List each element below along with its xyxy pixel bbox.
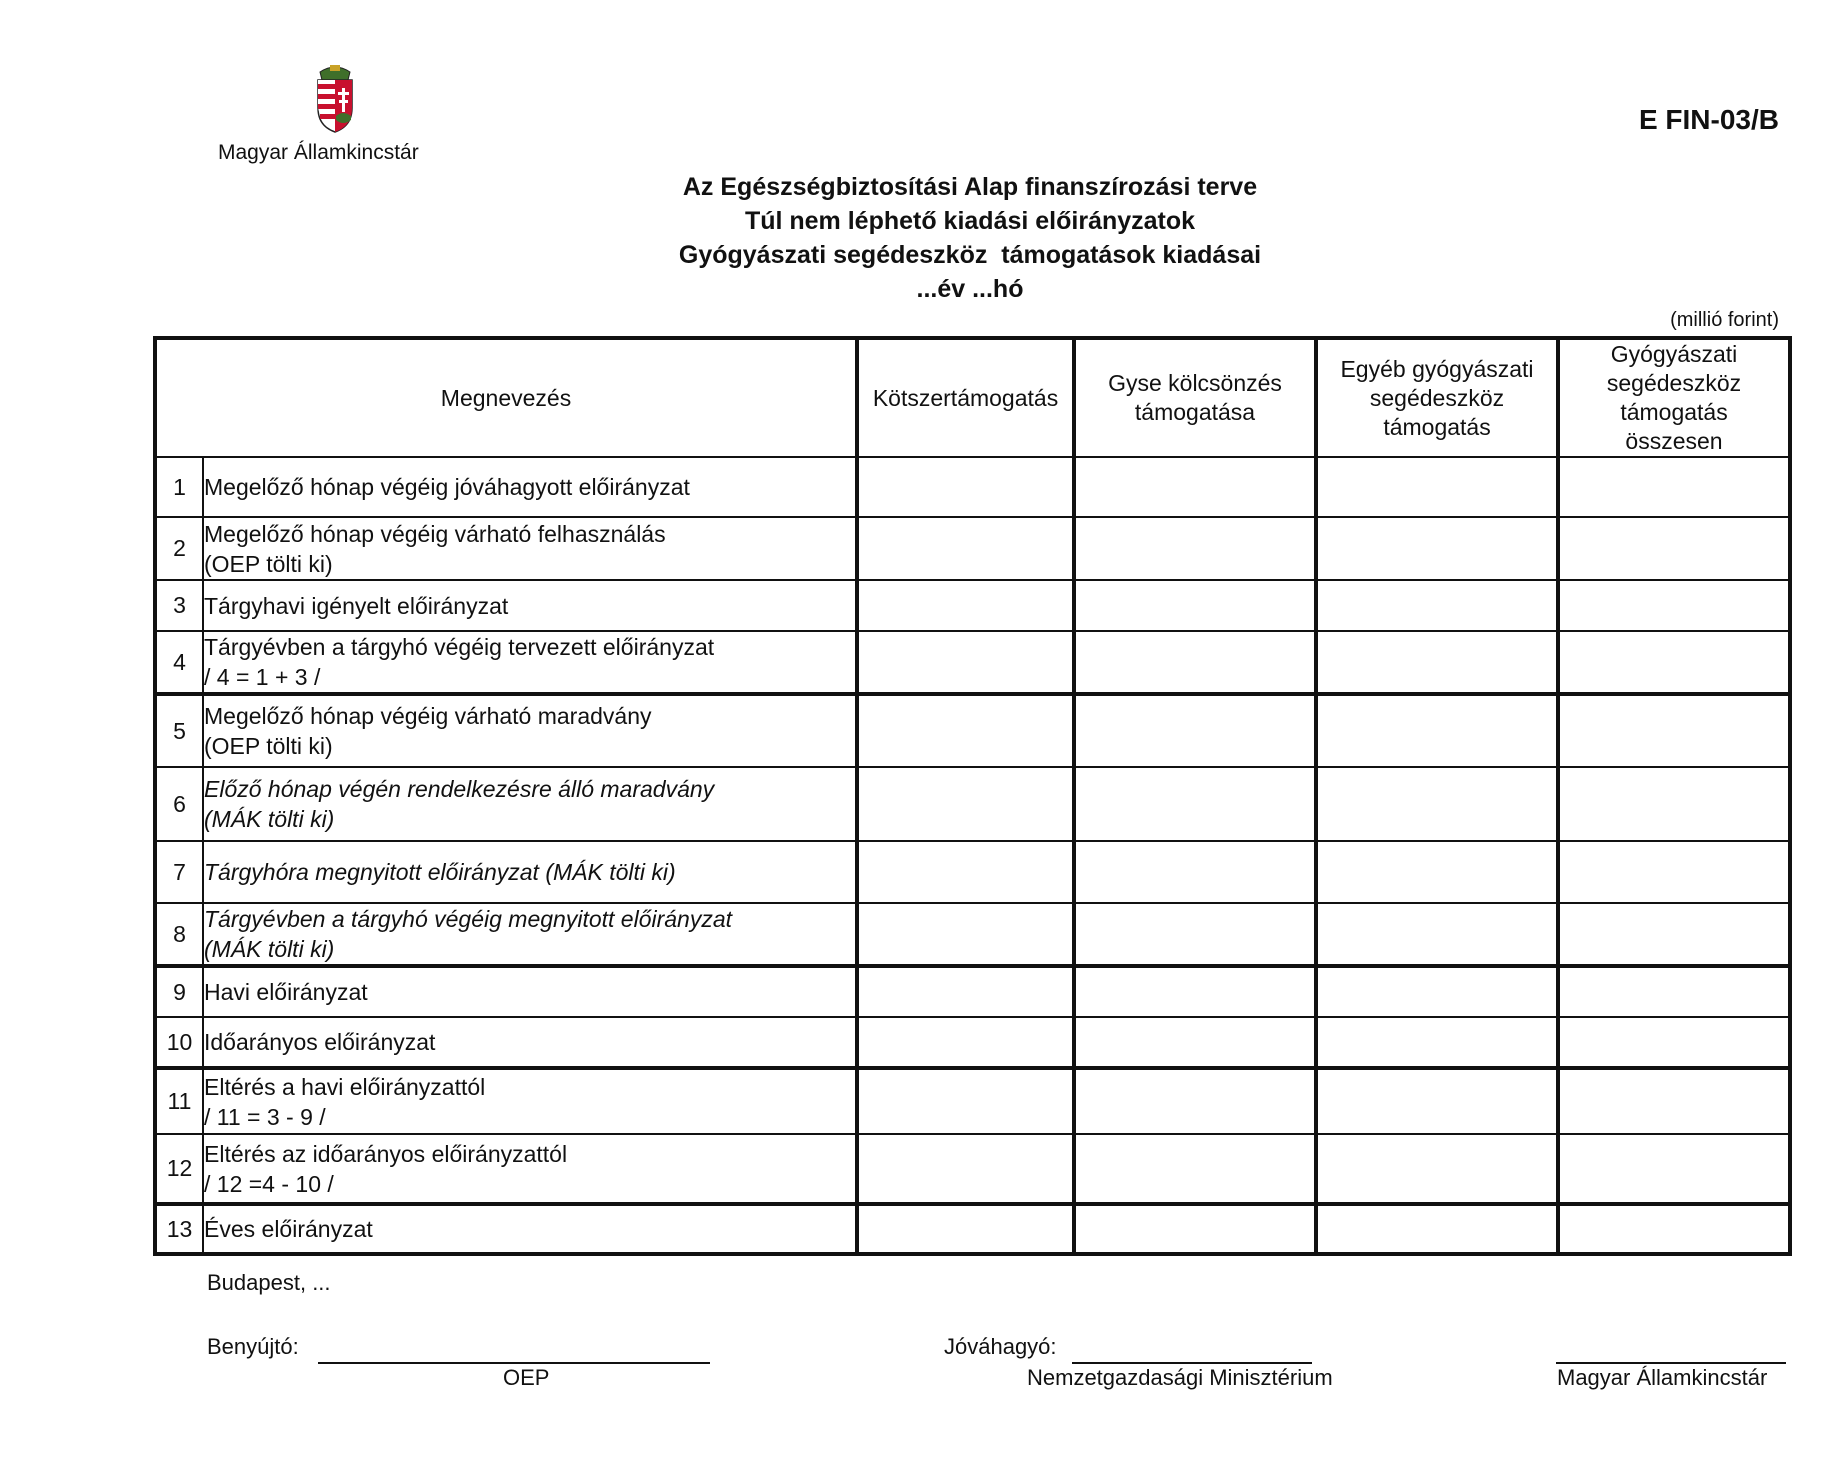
- title-line-3: Gyógyászati segédeszköz támogatások kiadásai: [678, 241, 1262, 269]
- value-cell: [1074, 517, 1316, 580]
- row-label: [203, 767, 857, 841]
- value-cell: [1558, 966, 1790, 1017]
- row-label-line: Megelőző hónap végéig várható maradvány: [204, 703, 652, 729]
- table-row: [155, 767, 1790, 841]
- value-cell: [1316, 631, 1558, 694]
- value-cell: [1074, 694, 1316, 767]
- column-header-rental: [1074, 338, 1316, 457]
- unit-label: (millió forint): [1670, 309, 1779, 331]
- submitter-label: Benyújtó:: [207, 1334, 299, 1359]
- row-number: 2: [155, 517, 203, 580]
- table-row: [155, 580, 1790, 631]
- row-number: 5: [155, 694, 203, 767]
- value-cell: [1316, 457, 1558, 517]
- row-label: [203, 580, 857, 631]
- column-header-name: Megnevezés: [155, 338, 857, 457]
- row-label-line: Előző hónap végén rendelkezésre álló maradvány: [204, 776, 715, 802]
- submitter-signature-line: [318, 1362, 710, 1364]
- column-header-other: [1316, 338, 1558, 457]
- row-number: 6: [155, 767, 203, 841]
- row-label-note: (OEP tölti ki): [204, 733, 333, 759]
- row-label: [203, 841, 857, 903]
- value-cell: [1558, 580, 1790, 631]
- value-cell: [1074, 767, 1316, 841]
- value-cell: [857, 966, 1074, 1017]
- row-number: 7: [155, 841, 203, 903]
- value-cell: [1074, 1204, 1316, 1254]
- row-number: 4: [155, 631, 203, 694]
- table-row: [155, 631, 1790, 694]
- row-label-line: Éves előirányzat: [204, 1216, 373, 1242]
- value-cell: [1316, 1204, 1558, 1254]
- table-row: [155, 457, 1790, 517]
- value-cell: [1074, 1134, 1316, 1204]
- value-cell: [857, 1017, 1074, 1068]
- value-cell: [1316, 1017, 1558, 1068]
- row-number: 8: [155, 903, 203, 966]
- row-label-note: / 4 = 1 + 3 /: [204, 664, 321, 690]
- value-cell: [1558, 694, 1790, 767]
- row-label: [203, 1204, 857, 1254]
- value-cell: [1316, 694, 1558, 767]
- row-number: 10: [155, 1017, 203, 1068]
- row-label-line: Eltérés az időarányos előirányzattól: [204, 1140, 568, 1167]
- treasury-org: Magyar Államkincstár: [1557, 1365, 1768, 1390]
- row-number: 3: [155, 580, 203, 631]
- row-number: 12: [155, 1134, 203, 1204]
- plan-table: [153, 336, 1792, 1256]
- column-header-other-text: Egyéb gyógyászati segédeszköz támogatás: [1340, 355, 1534, 440]
- table-row: [155, 694, 1790, 767]
- value-cell: [1074, 631, 1316, 694]
- row-label: [203, 631, 857, 694]
- table-row: [155, 1134, 1790, 1204]
- coat-of-arms-icon: [312, 62, 358, 134]
- row-number: 11: [155, 1068, 203, 1134]
- row-label-line: Tárgyévben a tárgyhó végéig tervezett előirányzat: [204, 634, 715, 660]
- table-row: [155, 1068, 1790, 1134]
- document-title-block: [560, 170, 1380, 306]
- column-header-dressing: Kötszertámogatás: [857, 338, 1074, 457]
- value-cell: [857, 1134, 1074, 1204]
- approver-org: Nemzetgazdasági Minisztérium: [1027, 1365, 1333, 1390]
- value-cell: [1316, 767, 1558, 841]
- value-cell: [1558, 631, 1790, 694]
- row-label: [203, 457, 857, 517]
- value-cell: [857, 1204, 1074, 1254]
- value-cell: [1558, 1204, 1790, 1254]
- value-cell: [857, 631, 1074, 694]
- value-cell: [1316, 517, 1558, 580]
- value-cell: [1558, 767, 1790, 841]
- row-label-line: Tárgyhóra megnyitott előirányzat (MÁK tölti ki): [204, 859, 676, 885]
- row-number: 13: [155, 1204, 203, 1254]
- value-cell: [1074, 1068, 1316, 1134]
- table-row: [155, 903, 1790, 966]
- column-header-total-text: Gyógyászati segédeszköz támogatás összesen: [1606, 341, 1742, 454]
- table-row: [155, 1204, 1790, 1254]
- value-cell: [857, 517, 1074, 580]
- title-period: ...év ...hó: [916, 275, 1024, 303]
- row-label: [203, 903, 857, 966]
- row-label-note: (MÁK tölti ki): [204, 806, 335, 832]
- value-cell: [1316, 903, 1558, 966]
- row-label-line: Tárgyévben a tárgyhó végéig megnyitott előirányzat: [204, 906, 733, 932]
- approver-label: Jóváhagyó:: [944, 1334, 1057, 1359]
- place-date: Budapest, ...: [207, 1270, 331, 1295]
- row-label: [203, 1134, 857, 1204]
- row-label-note: / 12 =4 - 10 /: [204, 1170, 334, 1197]
- table-row: [155, 966, 1790, 1017]
- value-cell: [857, 1068, 1074, 1134]
- approver-signature-line: [1072, 1362, 1312, 1364]
- row-label: [203, 1017, 857, 1068]
- value-cell: [857, 580, 1074, 631]
- row-label-line: Megelőző hónap végéig jóváhagyott előirányzat: [204, 474, 690, 500]
- title-line-2: Túl nem léphető kiadási előirányzatok: [744, 207, 1196, 235]
- value-cell: [857, 903, 1074, 966]
- submitter-org: OEP: [503, 1365, 550, 1390]
- table-row: [155, 841, 1790, 903]
- value-cell: [1558, 1134, 1790, 1204]
- value-cell: [1074, 966, 1316, 1017]
- table-row: [155, 517, 1790, 580]
- value-cell: [1316, 1068, 1558, 1134]
- column-header-rental-text: Gyse kölcsönzés támogatása: [1108, 370, 1282, 425]
- row-label: [203, 694, 857, 767]
- row-label-note: (OEP tölti ki): [204, 550, 333, 577]
- value-cell: [1558, 1068, 1790, 1134]
- value-cell: [1074, 580, 1316, 631]
- value-cell: [1558, 903, 1790, 966]
- row-label-line: Megelőző hónap végéig várható felhasználás: [204, 520, 666, 547]
- value-cell: [857, 841, 1074, 903]
- column-header-total: [1558, 338, 1790, 457]
- issuer-name: Magyar Államkincstár: [218, 141, 419, 164]
- row-number: 9: [155, 966, 203, 1017]
- title-line-1: Az Egészségbiztosítási Alap finanszírozási terve: [682, 173, 1258, 201]
- value-cell: [1316, 966, 1558, 1017]
- value-cell: [1316, 1134, 1558, 1204]
- value-cell: [857, 457, 1074, 517]
- value-cell: [1558, 841, 1790, 903]
- value-cell: [1316, 841, 1558, 903]
- form-code: E FIN-03/B: [1638, 104, 1779, 135]
- row-number: 1: [155, 457, 203, 517]
- table-header-row: [155, 338, 1790, 457]
- value-cell: [1558, 457, 1790, 517]
- value-cell: [857, 694, 1074, 767]
- row-label: [203, 966, 857, 1017]
- row-label-line: Eltérés a havi előirányzattól: [204, 1073, 486, 1100]
- row-label-line: Tárgyhavi igényelt előirányzat: [204, 592, 509, 619]
- value-cell: [1558, 1017, 1790, 1068]
- treasury-signature-line: [1556, 1362, 1786, 1364]
- row-label: [203, 517, 857, 580]
- table-row: [155, 1017, 1790, 1068]
- row-label: [203, 1068, 857, 1134]
- value-cell: [1316, 580, 1558, 631]
- value-cell: [1074, 841, 1316, 903]
- row-label-line: Havi előirányzat: [204, 979, 368, 1005]
- value-cell: [1074, 1017, 1316, 1068]
- value-cell: [857, 767, 1074, 841]
- value-cell: [1558, 517, 1790, 580]
- value-cell: [1074, 903, 1316, 966]
- row-label-note: / 11 = 3 - 9 /: [204, 1103, 326, 1130]
- row-label-line: Időarányos előirányzat: [204, 1029, 436, 1055]
- value-cell: [1074, 457, 1316, 517]
- row-label-note: (MÁK tölti ki): [204, 936, 335, 962]
